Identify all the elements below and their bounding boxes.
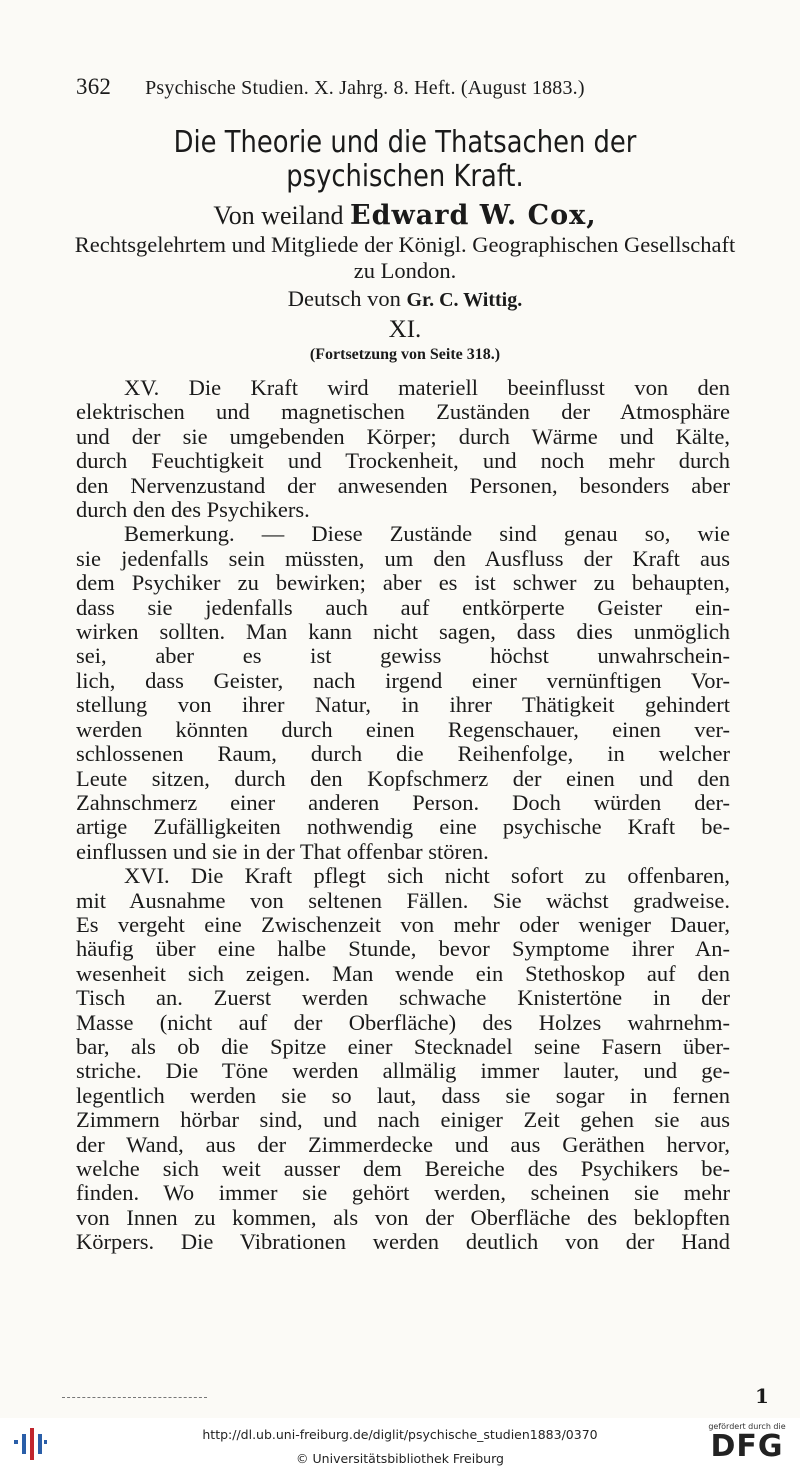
paragraph-xv xyxy=(76,376,730,522)
text-line: Zahnschmerz einer anderen Person. Doch würden der- xyxy=(76,789,730,815)
text-line: finden. Wo immer sie gehört werden, scheinen sie mehr xyxy=(76,1180,730,1206)
text-line: durch den des Psychikers. xyxy=(76,497,310,523)
part-number: XI. xyxy=(388,316,422,343)
text-line: artige Zufälligkeiten nothwendig eine psychische Kraft be- xyxy=(76,814,730,840)
paragraph-xvi xyxy=(76,864,730,1255)
text-line: sei, aber es ist gewiss höchst unwahrschein- xyxy=(76,643,730,669)
text-line: häufig über eine halbe Stunde, bevor Symptome ihrer An- xyxy=(76,936,730,962)
text-line: welche sich weit ausser dem Bereiche des Psychikers be- xyxy=(76,1156,730,1181)
text-line: XV. Die Kraft wird materiell beeinflusst von den xyxy=(124,375,730,400)
text-line: XVI. Die Kraft pflegt sich nicht sofort zu offenbaren, xyxy=(124,863,730,889)
permalink-url[interactable]: http://dl.ub.uni-freiburg.de/diglit/psychische_studien1883/0370 xyxy=(202,1427,598,1442)
running-header xyxy=(76,74,736,100)
text-line: dem Psychiker zu bewirken; aber es ist schwer zu behaupten, xyxy=(76,570,730,596)
text-line: Es vergeht eine Zwischenzeit von mehr oder weniger Dauer, xyxy=(76,911,730,937)
text-line: einflussen und sie in der That offenbar stören. xyxy=(76,838,489,864)
text-line: den Nervenzustand der anwesenden Personen, besonders aber xyxy=(76,472,730,498)
translator-name: Gr. C. Wittig. xyxy=(406,289,523,311)
text-line: dass sie jedenfalls auch auf entkörperte Geister ein- xyxy=(76,594,730,620)
dfg-tagline: gefördert durch die xyxy=(708,1422,786,1431)
text-line: bar, als ob die Spitze einer Stecknadel seine Fasern über- xyxy=(76,1033,730,1059)
article-body xyxy=(76,376,730,1255)
text-line: legentlich werden sie so laut, dass sie sogar in fernen xyxy=(76,1082,730,1108)
text-line: und der sie umgebenden Körper; durch Wärme und Kälte, xyxy=(76,423,730,449)
text-line: sie jedenfalls sein müssten, um den Ausfluss der Kraft aus xyxy=(76,545,730,571)
text-line: striche. Die Töne werden allmälig immer lauter, und ge- xyxy=(76,1058,730,1084)
text-line: der Wand, aus der Zimmerdecke und aus Geräthen hervor, xyxy=(76,1131,730,1157)
text-line: Leute sitzen, durch den Kopfschmerz der einen und den xyxy=(76,765,730,791)
text-line: werden könnten durch einen Regenschauer, einen ver- xyxy=(76,716,730,742)
article-title: Die Theorie und die Thatsachen der psychischen Kraft. xyxy=(173,125,637,194)
dfg-wordmark: DFG xyxy=(710,1429,784,1464)
dfg-logo xyxy=(704,1422,790,1468)
translation-prefix: Deutsch von xyxy=(287,286,401,311)
viewer-footer xyxy=(0,1418,800,1472)
byline-prefix: Von weiland xyxy=(213,201,344,230)
text-line: lich, dass Geister, nach irgend einer vernünftigen Vor- xyxy=(76,667,730,693)
text-line: durch Feuchtigkeit und Trockenheit, und noch mehr durch xyxy=(76,448,730,474)
page-signature-mark: 1 xyxy=(755,1384,769,1408)
byline xyxy=(70,200,740,231)
running-title: Psychische Studien. X. Jahrg. 8. Heft. (August 1883.) xyxy=(145,77,585,99)
continuation-note: (Fortsetzung von Seite 318.) xyxy=(309,346,501,363)
text-line: Bemerkung. — Diese Zustände sind genau so, wie xyxy=(124,521,730,547)
text-line: mit Ausnahme von seltenen Fällen. Sie wächst gradweise. xyxy=(76,887,730,913)
text-line: stellung von ihrer Natur, in ihrer Thätigkeit gehindert xyxy=(76,692,730,718)
copyright-notice: © Universitätsbibliothek Freiburg xyxy=(296,1451,504,1466)
text-line: Masse (nicht auf der Oberfläche) des Holzes wahrnehm- xyxy=(76,1009,730,1035)
text-line: von Innen zu kommen, als von der Oberfläche des beklopften xyxy=(76,1204,730,1230)
footnote-rule xyxy=(62,1397,207,1399)
text-line: wesenheit sich zeigen. Man wende ein Stethoskop auf den xyxy=(76,960,730,986)
text-line: elektrischen und magnetischen Zuständen der Atmosphäre xyxy=(76,399,730,425)
text-line: schlossenen Raum, durch die Reihenfolge, in welcher xyxy=(76,741,730,767)
translator-line xyxy=(70,286,740,312)
text-line: Zimmern hörbar sind, und nach einiger Zeit gehen sie aus xyxy=(76,1107,730,1133)
text-line: Körpers. Die Vibrationen werden deutlich von der Hand xyxy=(76,1229,730,1255)
author-name: Edward W. Cox, xyxy=(350,200,597,231)
paragraph-bemerkung xyxy=(76,522,730,864)
page-number: 362 xyxy=(76,74,112,99)
author-affiliation: Rechtsgelehrtem und Mitgliede der Königl. Geographischen Gesellschaft zu London. xyxy=(74,232,736,283)
text-line: Tisch an. Zuerst werden schwache Knistertöne in der xyxy=(76,985,730,1011)
text-line: wirken sollten. Man kann nicht sagen, dass dies unmöglich xyxy=(76,619,730,645)
